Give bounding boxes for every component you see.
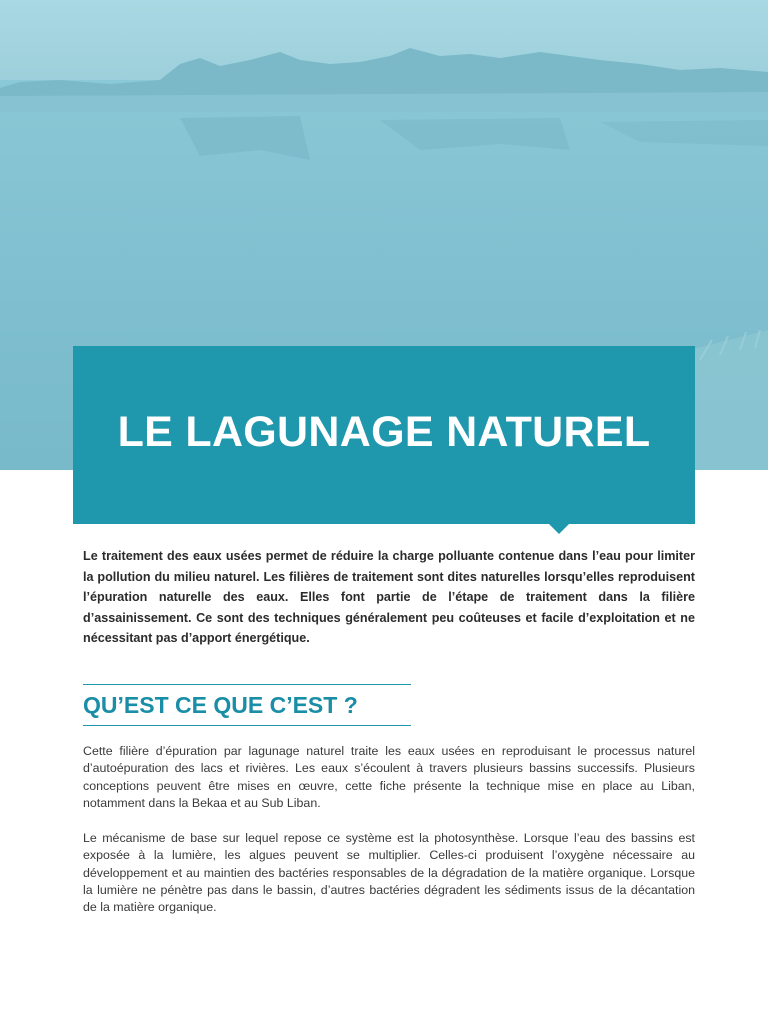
heading-rule-top bbox=[83, 684, 411, 685]
page-title: LE LAGUNAGE NATUREL bbox=[117, 408, 651, 456]
section-heading-block bbox=[83, 684, 411, 726]
body-paragraph: Cette filière d’épuration par lagunage naturel traite les eaux usées en reproduisant le processus naturel d’autoépuration des lacs et rivières. Les eaux s’écoulent à travers plusieurs bassins successifs. Plusieurs conceptions peuvent être mises en œuvre, cette fiche présente la technique mise en place au Liban, notamment dans la Bekaa et au Sub Liban. bbox=[83, 744, 695, 810]
section-heading: QU’EST CE QUE C’EST ? bbox=[83, 692, 358, 718]
title-banner bbox=[73, 346, 695, 524]
banner-pointer bbox=[549, 524, 569, 534]
body-paragraph: Le mécanisme de base sur lequel repose ce système est la photosynthèse. Lorsque l’eau des bassins est exposée à la lumière, les algues peuvent se multiplier. Celles-ci produisent l’oxygène nécessaire au développement et au maintien des bactéries responsables de la dégradation de la matière organique. Lorsque la lumière ne pénètre pas dans le bassin, d’autres bactéries dégradent les sédiments issus de la décantation de la matière organique. bbox=[83, 831, 695, 915]
heading-rule-bottom bbox=[83, 725, 411, 726]
intro-paragraph: Le traitement des eaux usées permet de réduire la charge polluante contenue dans l’eau pour limiter la pollution du milieu naturel. Les filières de traitement sont dites naturelles lorsqu’elles reproduisent l’épuration naturelle des eaux. Elles font partie de l’étape de traitement dans la filière d’assainissement. Ce sont des techniques généralement peu coûteuses et facile d’exploitation et ne nécessitant pas d’apport énergétique. bbox=[83, 549, 695, 645]
